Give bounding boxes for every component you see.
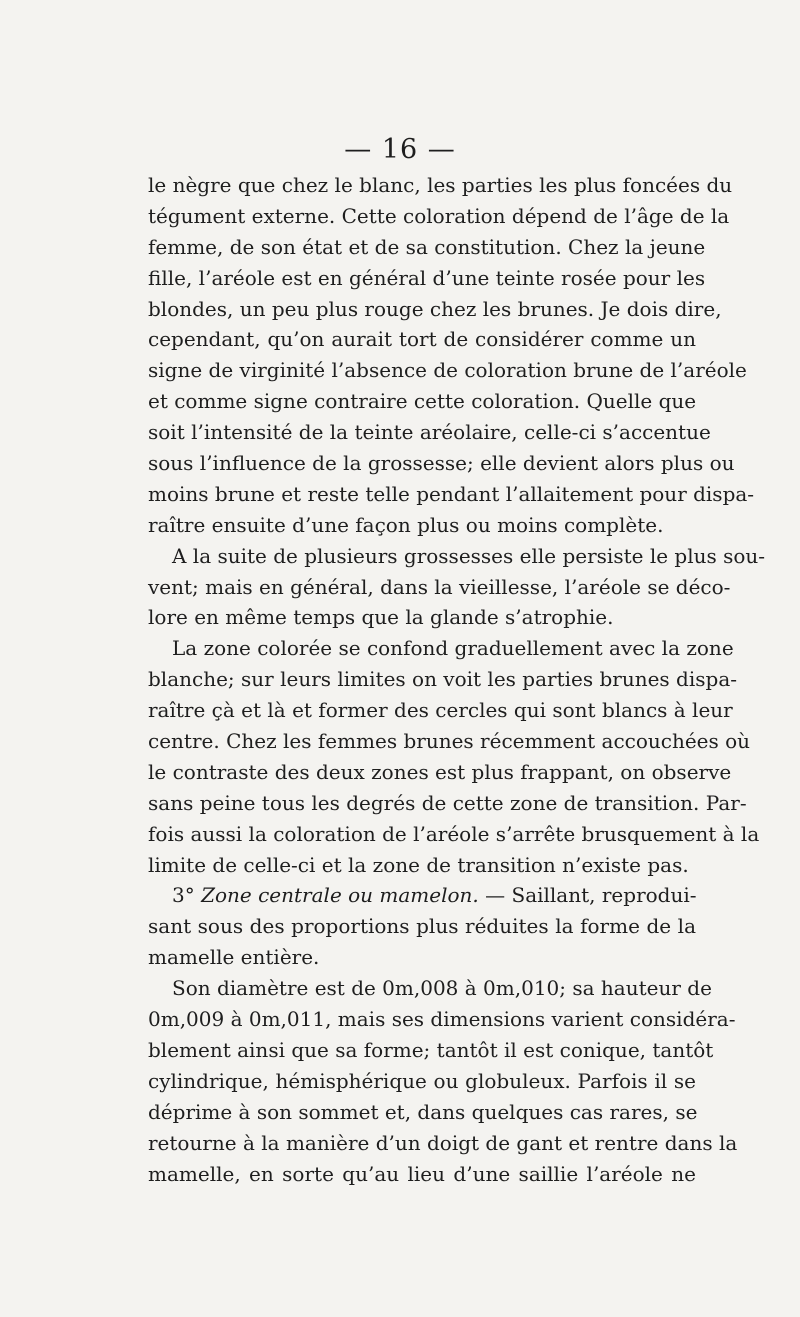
line-prefix: 3° [172, 883, 202, 908]
text-line: et comme signe contraire cette coloration. Quelle que [148, 389, 697, 414]
text-line: cylindrique, hémisphérique ou globuleux. Parfois il se [148, 1068, 696, 1093]
text-line: tégument externe. Cette coloration dépend de l’âge de la [148, 203, 730, 228]
line-suffix: — Saillant, reprodui- [478, 883, 697, 908]
text-line: fois aussi la coloration de l’aréole s’arrête brusquement à la [148, 821, 760, 846]
text-line: A la suite de plusieurs grossesses elle persiste le plus sou- [172, 543, 766, 568]
text-line: blanche; sur leurs limites on voit les parties brunes dispa- [148, 667, 737, 692]
text-line: fille, l’aréole est en général d’une teinte rosée pour les [148, 265, 706, 290]
text-line: raître çà et là et former des cercles qui sont blancs à leur [148, 698, 733, 723]
text-line: sous l’influence de la grossesse; elle devient alors plus ou [148, 451, 735, 476]
text-line: déprime à son sommet et, dans quelques cas rares, se [148, 1099, 698, 1124]
text-line: sant sous des proportions plus réduites la forme de la [148, 914, 696, 939]
text-line [148, 880, 696, 911]
text-line: sans peine tous les degrés de cette zone de transition. Par- [148, 790, 747, 815]
text-line: signe de virginité l’absence de coloration brune de l’aréole [148, 358, 747, 383]
text-line: La zone colorée se confond graduellement avec la zone [172, 636, 734, 661]
text-line: le nègre que chez le blanc, les parties les plus foncées du [148, 173, 733, 197]
text-line: blement ainsi que sa forme; tantôt il est conique, tantôt [148, 1037, 714, 1062]
section-heading-italic: Zone centrale ou mamelon. [201, 883, 479, 908]
text-line: soit l’intensité de la teinte aréolaire, celle-ci s’accentue [148, 420, 711, 445]
page-number: — 16 — [344, 134, 456, 165]
text-line: le contraste des deux zones est plus frappant, on observe [148, 759, 732, 784]
text-line: centre. Chez les femmes brunes récemment accouchées où [148, 729, 751, 754]
text-line: limite de celle-ci et la zone de transition n’existe pas. [148, 852, 689, 877]
text-line: lore en même temps que la glande s’atrophie. [148, 605, 614, 630]
text-line: mamelle entière. [148, 945, 320, 970]
body-text [148, 170, 766, 1189]
text-line: femme, de son état et de sa constitution. Chez la jeune [148, 234, 706, 259]
text-line: Son diamètre est de 0m,008 à 0m,010; sa hauteur de [172, 976, 712, 1001]
text-line: moins brune et reste telle pendant l’allaitement pour dispa- [148, 481, 755, 506]
text-line: cependant, qu’on aurait tort de considérer comme un [148, 327, 696, 352]
text-line: 0m,009 à 0m,011, mais ses dimensions varient considéra- [148, 1007, 736, 1032]
text-line: raître ensuite d’une façon plus ou moins complète. [148, 512, 664, 537]
text-line: retourne à la manière d’un doigt de gant et rentre dans la [148, 1130, 738, 1155]
text-line: vent; mais en général, dans la vieillesse, l’aréole se déco- [148, 574, 731, 599]
text-line: mamelle, en sorte qu’au lieu d’une saillie l’aréole ne [148, 1161, 696, 1186]
text-line: blondes, un peu plus rouge chez les brunes. Je dois dire, [148, 296, 722, 321]
